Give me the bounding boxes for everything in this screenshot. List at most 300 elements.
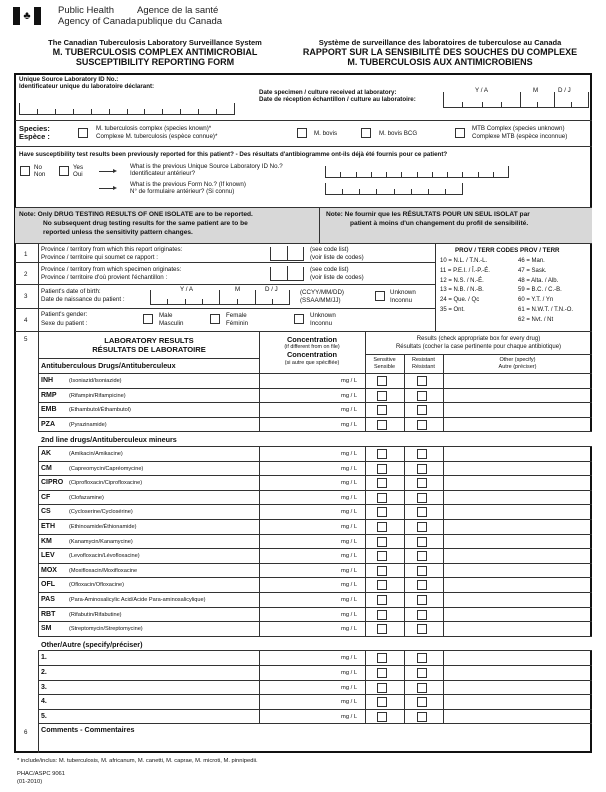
drug-name: (Clofazamine) [69,494,104,501]
unit-label: mg / L [341,670,358,676]
results-header-fr: Résultats (cocher la case pertinente pour chaque antibiotique) [395,344,562,350]
other-result-input[interactable] [444,462,590,476]
drug-name: (Kanamycin/Kanamycine) [69,538,133,545]
agency-en-line2: Agency of Canada [58,15,137,27]
resistant-checkbox[interactable] [417,478,427,488]
drug-row [38,476,592,491]
drug-name: (Ethinoamide/Éthionamide) [69,524,137,530]
sensitive-checkbox[interactable] [377,610,387,620]
sensitive-checkbox[interactable] [377,420,387,430]
agency-en-line1: Public Health [58,5,114,16]
concentration-sub-fr: (si autre que spécifiée) [284,360,340,366]
concentration-header-fr: Concentration [286,350,338,359]
concentration-input[interactable] [260,622,340,636]
drug-row [38,622,592,637]
sensitive-checkbox[interactable] [377,537,387,547]
date-received-label-fr: Date de réception échantillon / culture au laboratoire: [259,96,416,103]
other-header-en: Other (specify) [499,357,536,363]
unit-label: mg / L [341,553,358,560]
species-m-bovis-label: M. bovis [314,130,338,137]
resistant-checkbox[interactable] [417,624,427,634]
resistant-checkbox[interactable] [417,610,427,620]
other-result-input[interactable] [444,505,590,519]
drug-code: 2. [41,669,47,676]
unit-label: mg / L [341,655,358,662]
date-received-month-label: M [533,87,539,94]
concentration-input[interactable] [260,491,340,505]
gender-unknown-label-en: Unknown [310,312,336,319]
resistant-checkbox[interactable] [417,712,427,722]
province-code-item: 59 = B.C. / C.-B. [518,287,562,294]
sensitive-checkbox[interactable] [377,580,387,590]
resistant-checkbox[interactable] [417,683,427,693]
dob-day-input[interactable] [256,290,290,305]
previous-no-checkbox[interactable] [20,166,30,176]
concentration-input[interactable] [260,476,340,490]
species-m-bovis-checkbox[interactable] [297,128,307,138]
drug-name: (Cycloserine/Cyclosérine) [69,509,133,516]
divider [15,262,435,263]
row-number-2: 2 [24,271,28,278]
previous-lab-id-question-en: What is the previous Unique Source Laboratory ID No.? [130,163,283,170]
dob-day-label: D / J [265,286,278,293]
concentration-input[interactable] [260,447,340,461]
previous-results-question: Have susceptibility test results been previously reported for this patient? - Des résultats d'antibiogramme ont-ils déjà été fournis pour ce patient? [19,151,448,158]
resistant-checkbox[interactable] [417,566,427,576]
previous-lab-id-question-fr: Identificateur antérieur? [130,170,196,177]
sensitive-checkbox[interactable] [377,449,387,459]
province-codes-title: PROV / TERR CODES PROV / TERR [455,247,560,254]
province-code-item: 61 = N.W.T. / T.N.-O. [518,306,574,313]
unit-label: mg / L [341,684,358,691]
resistant-checkbox[interactable] [417,464,427,474]
dob-month-label: M [235,286,241,293]
drug-code: CS [41,508,51,516]
system-name-fr: Système de surveillance des laboratoires de tuberculose au Canada [318,38,562,47]
agency-name-en [58,6,136,27]
dob-year-input[interactable] [150,290,220,305]
sensitive-checkbox[interactable] [377,478,387,488]
row2-label-fr: Province / territoire d'où provient l'échantillon : [41,274,168,281]
unit-label: mg / L [341,538,358,545]
unit-label: mg / L [341,509,358,516]
other-result-input[interactable] [444,578,590,592]
drug-row [38,695,592,710]
resistant-checkbox[interactable] [417,668,427,678]
other-result-input[interactable] [444,710,590,724]
drug-row [38,681,592,696]
row4-label-en: Patient's gender: [41,311,88,318]
drug-row [38,608,592,623]
resistant-checkbox[interactable] [417,405,427,415]
province-code-item: 60 = Y.T. / Yn [518,297,554,304]
concentration-input[interactable] [260,462,340,476]
row2-hint-en: (see code list) [310,266,349,273]
resistant-checkbox[interactable] [417,420,427,430]
sensitive-checkbox[interactable] [377,595,387,605]
gender-female-label-en: Female [226,312,247,319]
species-mtb-known-label-en: M. tuberculosis complex (species known)* [96,125,212,132]
sensitive-checkbox[interactable] [377,624,387,634]
unit-label: mg / L [341,465,358,472]
unit-label: mg / L [341,494,358,501]
divider [38,358,259,359]
sensitive-checkbox[interactable] [377,653,387,663]
drug-code: RMP [41,391,57,399]
species-mtb-unknown-checkbox[interactable] [455,128,465,138]
concentration-input[interactable] [260,520,340,534]
previous-form-no-question-en: What is the previous Form No.? (If known) [130,181,246,188]
concentration-input[interactable] [260,651,340,665]
sensitive-checkbox[interactable] [377,697,387,707]
arrow-icon [99,171,115,172]
species-mtb-unknown-label-en: MTB Complex (species unknown) [472,125,565,132]
drug-row [38,578,592,593]
drug-row [38,549,592,564]
note-fr-line1: Note: Ne fournir que les RÉSULTATS POUR UN SEUL ISOLAT par [326,211,530,218]
drug-code: OFL [41,581,55,589]
other-result-input[interactable] [444,535,590,549]
other-result-input[interactable] [444,651,590,665]
drug-code: PAS [41,596,55,603]
sensitive-checkbox[interactable] [377,668,387,678]
concentration-input[interactable] [260,389,340,403]
form-title-fr-line2: M. TUBERCULOSIS AUX ANTIMICROBIENS [347,57,533,67]
concentration-input[interactable] [260,681,340,695]
drug-row [38,462,592,477]
drug-name: (Amikacin/Amikacine) [69,451,123,457]
other-result-input[interactable] [444,666,590,680]
other-result-input[interactable] [444,476,590,490]
title-en [20,38,290,67]
unit-label: mg / L [341,451,358,457]
drug-name: (Streptomycin/Streptomycine) [69,626,143,633]
note-fr-line2: patient à moins d'un changement du profil de sensibilité. [350,220,529,227]
row2-label-en: Province / territory from which specimen originates: [41,266,182,273]
unit-label: mg / L [341,626,358,633]
sensitive-checkbox[interactable] [377,493,387,503]
concentration-input[interactable] [260,564,340,578]
lab-results-title-en: LABORATORY RESULTS [104,336,194,345]
drug-code: 3. [41,683,47,691]
previous-yes-checkbox[interactable] [59,166,69,176]
drug-row [38,403,592,418]
resistant-checkbox[interactable] [417,449,427,459]
row-number-1: 1 [24,251,28,258]
province-code-item: 48 = Alta. / Alb. [518,277,559,284]
date-received-label-en: Date specimen / culture received at laboratory: [259,89,397,96]
resistant-checkbox[interactable] [417,522,427,532]
drug-name: (Levofloxacin/Lévofloxacine) [69,553,140,560]
drug-name: (Moxifloxacin/Moxifloxacine [69,567,138,574]
province-codes-left [440,257,490,316]
dob-unknown-checkbox[interactable] [375,291,385,301]
gender-male-label-en: Male [159,312,173,319]
unit-label: mg / L [341,567,358,574]
lab-results-title-fr: RÉSULTATS DE LABORATOIRE [92,345,206,354]
resistant-checkbox[interactable] [417,580,427,590]
row1-label-fr: Province / territoire qui soumet ce rapport : [41,254,158,261]
row-number-3: 3 [24,293,28,300]
first-line-drugs-title: Antituberculous Drugs/Antituberculeux [41,361,176,370]
drug-code: 1. [41,654,47,662]
form-title-en-line1: M. TUBERCULOSIS COMPLEX ANTIMICROBIAL [52,47,258,57]
row4-label-fr: Sexe du patient : [41,320,88,327]
province-code-item: 13 = N.B. / N.-B. [440,287,484,294]
dob-unknown-label-en: Unknown [390,289,416,296]
drug-row [38,418,592,433]
form-title-fr-line1: RAPPORT SUR LA SENSIBILITÉ DES SOUCHES DU COMPLEXE [302,47,578,57]
species-mtb-known-checkbox[interactable] [78,128,88,138]
sensitive-checkbox[interactable] [377,683,387,693]
concentration-input[interactable] [260,374,340,388]
gender-male-label-fr: Masculin [159,320,184,327]
province-code-item: 35 = Ont. [440,306,465,313]
province-code-item: 12 = N.S. / N.-É. [440,277,484,284]
previous-no-label-fr: Non [34,171,46,178]
drug-name: (Ciprofloxacin/Ciprofloxacine) [69,480,143,487]
concentration-input[interactable] [260,608,340,622]
drug-row [38,564,592,579]
results-header-en: Results (check appropriate box for every drug) [416,336,541,342]
unit-label: mg / L [341,713,358,720]
dob-unknown-label-fr: Inconnu [390,297,413,304]
resistant-checkbox[interactable] [417,376,427,386]
sensitive-checkbox[interactable] [377,712,387,722]
drug-code: CF [41,493,51,501]
previous-form-no-input[interactable] [325,183,463,195]
species-mtb-known-label-fr: Complexe M. tuberculosis (espèce connue)* [96,133,218,140]
previous-yes-label-en: Yes [73,164,84,171]
drug-section-title: Other/Autre (specify/préciser) [38,637,592,652]
resistant-checkbox[interactable] [417,507,427,517]
resistant-checkbox[interactable] [417,653,427,663]
drug-row [38,651,592,666]
concentration-input[interactable] [260,666,340,680]
divider [365,354,592,355]
other-header-fr: Autre (préciser) [498,364,537,370]
gender-unknown-checkbox[interactable] [294,314,304,324]
sensitive-checkbox[interactable] [377,376,387,386]
drug-name: (Ethambutol/Éthambutol) [69,407,131,414]
drug-name: (Rifampin/Rifampicine) [69,392,126,399]
drug-name: (Para-Aminosalicylic Acid/Acide Para-aminosalicylique) [69,597,206,603]
row3-label-en: Patient's date of birth: [41,288,101,295]
concentration-input[interactable] [260,505,340,519]
agency-fr-line1: Agence de la santé [137,5,219,16]
drug-code: CIPRO [41,479,64,487]
note-en-line2: No subsequent drug testing results for the same patient are to be [43,220,248,227]
report-province-input[interactable] [270,247,304,261]
unit-label: mg / L [341,378,358,384]
lab-id-label-en: Unique Source Laboratory ID No.: [19,76,119,83]
divider [15,146,592,147]
concentration-input[interactable] [260,593,340,607]
other-result-input[interactable] [444,608,590,622]
drug-row [38,710,592,725]
unit-label: mg / L [341,480,358,487]
comments-input[interactable] [40,736,590,751]
previous-form-no-question-fr: N° de formulaire antérieur? (Si connu) [130,188,235,195]
province-codes-right [518,257,573,326]
drug-code: LEV [41,552,55,560]
concentration-input[interactable] [260,695,340,709]
divider [319,207,320,244]
divider [15,331,592,332]
drug-code: KM [41,537,52,545]
sensitive-checkbox[interactable] [377,391,387,401]
drug-name: (Isoniazid/Isoniazide) [69,378,122,384]
drug-code: ETH [41,523,55,530]
resistant-checkbox[interactable] [417,537,427,547]
sensitive-checkbox[interactable] [377,522,387,532]
dob-month-input[interactable] [220,290,256,305]
date-received-day-input[interactable] [555,92,589,108]
drug-code: RBT [41,610,56,618]
concentration-input[interactable] [260,403,340,417]
sensitive-checkbox[interactable] [377,464,387,474]
concentration-input[interactable] [260,578,340,592]
drug-row [38,389,592,404]
row1-label-en: Province / territory from which this report originates: [41,246,183,253]
divider [435,244,436,331]
species-mtb-unknown-label-fr: Complexe MTB (espèce inconnue) [472,133,568,140]
previous-yes-label-fr: Oui [73,171,83,178]
sensitive-checkbox[interactable] [377,566,387,576]
unit-label: mg / L [341,611,358,618]
divider [15,308,435,309]
gender-female-label-fr: Féminin [226,320,249,327]
unit-label: mg / L [341,699,358,706]
province-code-item: 10 = N.L. / T.N.-L. [440,258,488,264]
other-result-input[interactable] [444,681,590,695]
species-m-bovis-bcg-label: M. bovis BCG [379,130,418,137]
gender-male-checkbox[interactable] [143,314,153,324]
species-m-bovis-bcg-checkbox[interactable] [361,128,371,138]
drug-section-title: 2nd line drugs/Antituberculeux mineurs [38,432,592,447]
resistant-checkbox[interactable] [417,595,427,605]
concentration-sub-en: (if different from on file) [284,344,340,350]
divider [15,120,592,121]
other-result-input[interactable] [444,389,590,403]
drug-name: (Ofloxacin/Ofloxacine) [69,582,125,589]
dob-year-label: Y / A [180,286,193,293]
unit-label: mg / L [341,392,358,399]
date-received-day-label: D / J [558,87,571,94]
resistant-checkbox[interactable] [417,551,427,561]
lab-id-input[interactable] [19,103,235,115]
concentration-input[interactable] [260,418,340,432]
province-code-item: 11 = P.E.I. / Î.-P.-É. [440,267,490,274]
date-received-year-label: Y / A [475,87,488,94]
canada-flag-icon: ♣ [13,7,41,25]
system-name-en: The Canadian Tuberculosis Laboratory Surveillance System [48,38,262,47]
row3-label-fr: Date de naissance du patient : [41,296,125,303]
gender-unknown-label-fr: Inconnu [310,320,333,327]
drug-row [38,593,592,608]
dob-format-fr: (SSAA/MM/JJ) [300,297,341,304]
drug-code: PZA [41,420,55,428]
drug-code: 4. [41,698,47,706]
other-result-input[interactable] [444,695,590,709]
drug-code: EMB [41,406,57,414]
other-result-input[interactable] [444,564,590,578]
drug-name: (Capreomycin/Capréomycine) [69,465,144,472]
other-result-input[interactable] [444,593,590,607]
gender-female-checkbox[interactable] [210,314,220,324]
unit-label: mg / L [341,582,358,589]
other-result-input[interactable] [444,622,590,636]
unit-label: mg / L [341,597,358,603]
agency-fr-line2: publique du Canada [137,15,223,27]
unit-label: mg / L [341,407,358,414]
resistant-checkbox[interactable] [417,391,427,401]
sensitive-checkbox[interactable] [377,507,387,517]
note-en-line1: Note: Only DRUG TESTING RESULTS OF ONE ISOLATE are to be reported. [19,211,253,218]
arrow-icon [99,188,115,189]
drug-code: SM [41,625,52,633]
other-result-input[interactable] [444,403,590,417]
sensitive-checkbox[interactable] [377,551,387,561]
resistant-header-en: Resistant [412,357,435,363]
previous-no-label-en: No [34,164,42,171]
comments-label: Comments - Commentaires [41,725,135,734]
row-number-5: 5 [24,336,28,343]
row1-hint-fr: (voir liste de codes) [310,254,364,261]
concentration-header-en: Concentration [286,335,338,344]
concentration-input[interactable] [260,535,340,549]
drug-row [38,505,592,520]
agency-name-fr [137,6,222,27]
title-fr [290,38,590,67]
drug-code: 5. [41,712,47,720]
province-code-item: 47 = Sask. [518,267,547,274]
other-result-input[interactable] [444,549,590,563]
resistant-checkbox[interactable] [417,493,427,503]
other-result-input[interactable] [444,491,590,505]
drug-code: MOX [41,566,57,574]
previous-lab-id-input[interactable] [325,166,509,178]
concentration-input[interactable] [260,549,340,563]
drug-row [38,374,592,389]
divider [15,284,435,285]
form-title-en-line2: SUSCEPTIBILITY REPORTING FORM [75,57,235,67]
drug-row [38,520,592,535]
unit-label: mg / L [341,421,358,428]
resistant-checkbox[interactable] [417,697,427,707]
drug-code: INH [41,377,54,384]
other-result-input[interactable] [444,447,590,461]
concentration-input[interactable] [260,710,340,724]
date-received-month-input[interactable] [521,92,555,108]
drug-row [38,666,592,681]
sensitive-header-en: Sensitive [373,357,396,363]
sensitive-checkbox[interactable] [377,405,387,415]
form-date: (01-2010) [17,779,43,785]
row-number-4: 4 [24,317,28,324]
date-received-year-input[interactable] [443,92,521,108]
drug-name: (Pyrazinamide) [69,421,107,428]
other-result-input[interactable] [444,374,590,388]
drug-row [38,491,592,506]
row1-hint-en: (see code list) [310,246,349,253]
other-result-input[interactable] [444,520,590,534]
note-en-line3: reported unless the sensitivity pattern changes. [43,229,193,236]
sensitive-header-fr: Sensible [373,364,396,370]
specimen-province-input[interactable] [270,267,304,281]
dob-format-en: (CCYY/MM/DD) [300,289,344,296]
other-result-input[interactable] [444,418,590,432]
